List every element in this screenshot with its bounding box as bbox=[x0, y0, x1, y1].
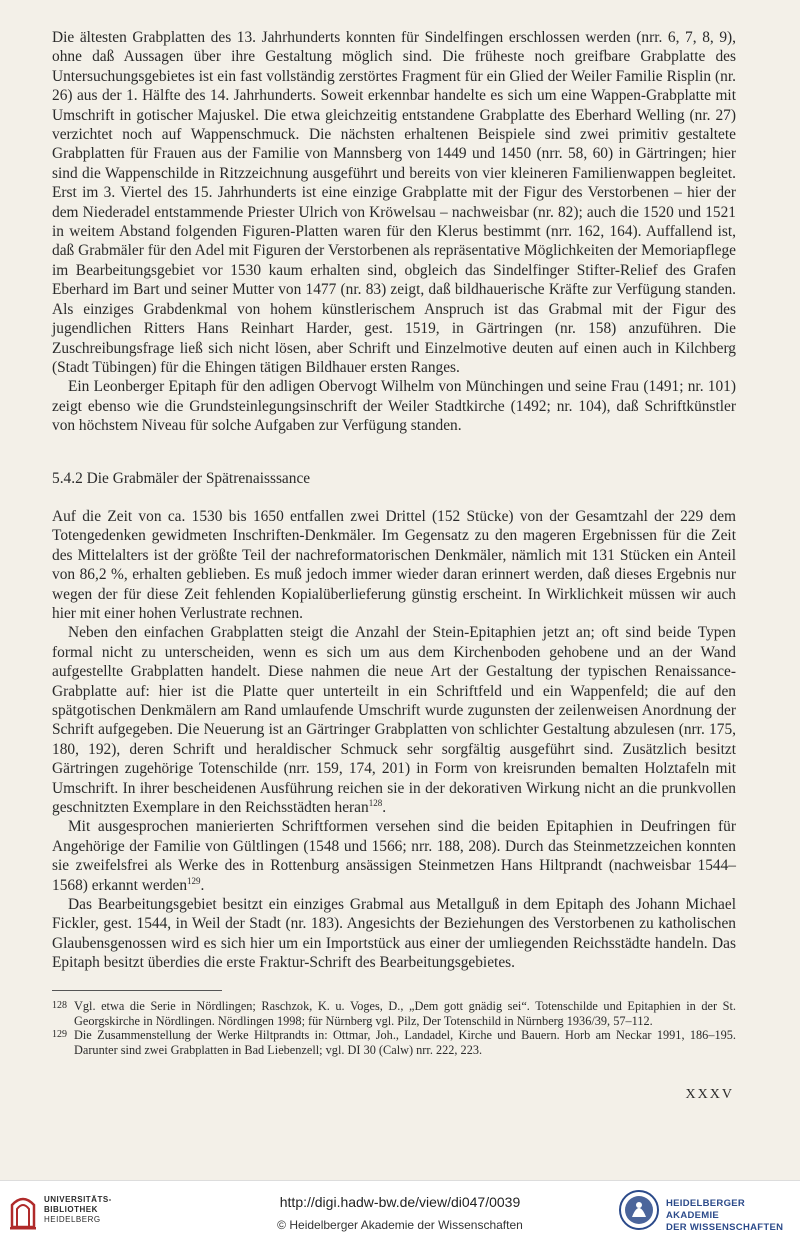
section-heading: 5.4.2 Die Grabmäler der Spätrenaisssance bbox=[52, 469, 311, 487]
paragraph-text: Mit ausgesprochen manierierten Schriftformen versehen sind die beiden Epitaphien in Deufringen für Angehörige der Familie von Gültlingen (1548 und 1566; nrr. 188, 208). Durch das Steinmetzzeichen konnten sie zweifelsfrei als Werke des in Rottenburg ansässigen Steinmetzen Hans Hiltprandt (nachweisbar 1544–1568) erkannt werden bbox=[52, 818, 736, 894]
copyright-notice: © Heidelberger Akademie der Wissenschaften bbox=[277, 1218, 523, 1232]
paragraph: Das Bearbeitungsgebiet besitzt ein einziges Grabmal aus Metallguß in dem Epitaph des Johann Michael Fickler, gest. 1544, in Weil der Stadt (nr. 183). Angesichts der Beziehungen des Verstorbenen zu katholischen Glaubensgenossen wird es sich hier um ein Importstück aus einer der umliegenden Reichsstädte handeln. Das Epitaph besitzt überdies die erste Fraktur-Schrift des Bearbeitungsgebietes. bbox=[52, 896, 736, 972]
paragraph-end: . bbox=[382, 799, 387, 817]
footnote-divider bbox=[52, 990, 222, 991]
footnote-text: Die Zusammenstellung der Werke Hiltprandts in: Ottmar, Joh., Landadel, Kirche und Bauern. Horb am Neckar 1991, 186–195. Darunter sind zwei Grabplatten in Bad Liebenzell; vgl. DI 30 (Calw) nrr. 222, 223. bbox=[74, 1028, 736, 1057]
library-name-line: UNIVERSITÄTS- bbox=[44, 1195, 112, 1204]
footnote-number: 128 bbox=[52, 1000, 67, 1011]
page-number: XXXV bbox=[685, 1087, 734, 1102]
academy-logo-icon[interactable] bbox=[618, 1189, 660, 1231]
main-text bbox=[52, 28, 736, 973]
paragraph bbox=[52, 623, 736, 817]
footnote bbox=[52, 1028, 736, 1057]
permalink-url[interactable]: http://digi.hadw-bw.de/view/di047/0039 bbox=[279, 1194, 521, 1210]
academy-name-line: HEIDELBERGER AKADEMIE bbox=[666, 1198, 746, 1221]
academy-name-line: DER WISSENSCHAFTEN bbox=[666, 1222, 784, 1233]
paragraph: Auf die Zeit von ca. 1530 bis 1650 entfallen zwei Drittel (152 Stücke) von der Gesamtzahl der 229 dem Totengedenken gewidmeten Inschriften-Denkmäler. Im Gegensatz zu den mageren Ergebnissen für die Zeit des Mittelalters ist der größte Teil der nachreformatorischen Denkmäler, nämlich mit 131 Stücken ein Anteil von 86,2 %, erhalten geblieben. Es muß jedoch immer wieder daran erinnert werden, daß dieses Ergebnis nur wegen der für diese Zeit fehlenden Kopialüberlieferung günstig erscheint. In Wirklichkeit müssen wir auch hier mit einer hohen Verlustrate rechnen. bbox=[52, 507, 736, 622]
paragraph-text: Neben den einfachen Grabplatten steigt die Anzahl der Stein-Epitaphien jetzt an; oft sind beide Typen formal nicht zu unterscheiden, wenn es sich um aus dem Kirchenboden gehobene und an der Wand aufgestellte Grabplatten handelt. Diese nahmen die neue Art der Gestaltung der typischen Renaissance-Grabplatte auf: hier ist die Platte quer unterteilt in ein Schriftfeld und ein Wappenfeld; die auf den spätgotischen Denkmälern am Rand umlaufende Umschrift wurde zugunsten der zeilenweisen Anordnung der Schrift aufgegeben. Die Neuerung ist an Gärtringer Grabplatten von schlichter Gestaltung abzulesen (nrr. 175, 180, 192), deren Schrift und heraldischer Schmuck sehr sorgfältig ausgeführt sind. Zusätzlich besitzt Gärtringen zugehörige Totenschilde (nrr. 159, 174, 201) in Form von kreisrunden bemalten Holztafeln mit Umschrift. In ihrer bescheidenen Ausführung reichen sie in der dekorativen Wirkung nicht an die prunkvollen geschnitzten Exemplare in den Reichsstädten heran bbox=[52, 624, 736, 817]
footnote bbox=[52, 999, 736, 1028]
library-name-line: HEIDELBERG bbox=[44, 1215, 101, 1224]
footnote-ref: 128 bbox=[368, 798, 383, 809]
footnotes bbox=[52, 990, 736, 1057]
footnote-number: 129 bbox=[52, 1029, 67, 1041]
paragraph-end: . bbox=[200, 876, 205, 894]
footnote-text: Vgl. etwa die Serie in Nördlingen; Raschzok, K. u. Voges, D., „Dem gott gnädig sei“. Totenschilde und Epitaphien in der St. Georgskirche in Nördlingen. Nördlingen 1998; für Nürnberg vgl. Pilz, Der Totenschild in Nürnberg 1936/39, 57–112. bbox=[74, 999, 736, 1028]
paragraph: Ein Leonberger Epitaph für den adligen Obervogt Wilhelm von Münchingen und seine Frau (1491; nr. 101) zeigt ebenso wie die Grundsteinlegungsinschrift der Weiler Stadtkirche (1492; nr. 104), daß Schriftkünstler von höchstem Niveau für solche Aufgaben zur Verfügung standen. bbox=[52, 378, 736, 435]
paragraph: Die ältesten Grabplatten des 13. Jahrhunderts konnten für Sindelfingen erschlossen werden (nrr. 6, 7, 8, 9), ohne daß Aussagen über ihre Gestaltung möglich sind. Die früheste noch greifbare Grabplatte des Untersuchungsgebietes ist ein fast vollständig zerstörtes Fragment für ein Glied der Weiler Familie Risplin (nr. 26) aus der 1. Hälfte des 14. Jahrhunderts. Soweit erkennbar handelte es sich um eine Wappen-Grabplatte mit Umschrift in gotischer Majuskel. Die etwa gleichzeitig entstandene Grabplatte des Eberhard Welling (nr. 27) verzichtet noch auf Wappenschmuck. Die nächsten erhaltenen Beispiele sind zwei primitiv gestaltete Grabplatten für Frauen aus der Familie von Mannsberg von 1449 und 1450 (nrr. 58, 60) in Gärtringen; hier sind die Wappenschilde in Ritzzeichnung ausgeführt und bereits von vier kleineren Familienwappen begleitet. Erst im 3. Viertel des 15. Jahrhunderts ist eine einzige Grabplatte mit der Figur des Verstorbenen – hier der dem Niederadel entstammende Priester Ulrich von Kröwelsau – nachweisbar (nr. 82); auch die 1520 und 1521 in weitem Abstand folgenden Figuren-Platten waren für den Klerus bestimmt (nrr. 162, 164). Auffallend ist, daß Grabmäler für den Adel mit Figuren der Verstorbenen als repräsentative Möglichkeiten der Memoriapflege im Bearbeitungsgebiet vor 1530 kaum erhalten sind, obgleich das Sindelfinger Stifter-Relief des Grafen Eberhard im Bart und seiner Mutter von 1477 (nr. 83) zeigt, daß bildhauerische Kräfte zur Verfügung standen. Als einziges Grabdenkmal von hohem künstlerischem Anspruch ist das Grabmal mit der Figur des jugendlichen Ritters Hans Reinhart Harder, gest. 1519, in Gärtringen (nr. 158) anzuführen. Die Zuschreibungsfrage ließ sich nicht lösen, aber Schrift und Einzelmotive deuten auf einen auch in Kilchberg (Stadt Tübingen) für die Ehingen tätigen Bildhauer ersten Ranges. bbox=[52, 29, 736, 376]
footnote-ref: 129 bbox=[187, 875, 201, 886]
paragraph bbox=[52, 817, 736, 895]
academy-name[interactable] bbox=[666, 1198, 800, 1234]
viewer-footer bbox=[0, 1180, 800, 1240]
library-name-line: BIBLIOTHEK bbox=[44, 1205, 98, 1214]
